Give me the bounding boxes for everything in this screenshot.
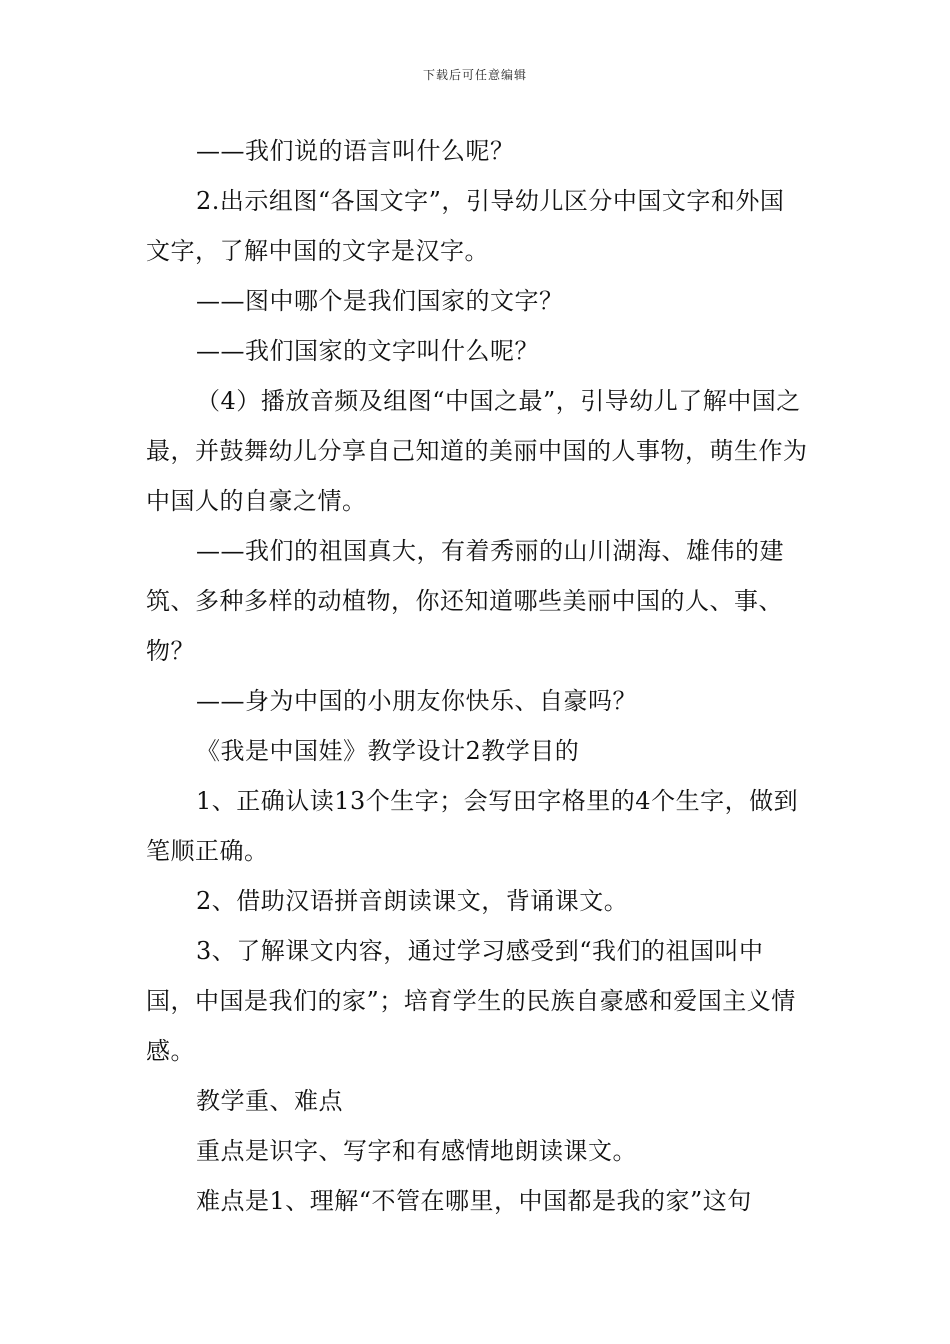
paragraph: ——身为中国的小朋友你快乐、自豪吗？ [196,687,637,715]
paragraph: 2.出示组图“各国文字”，引导幼儿区分中国文字和外国文字，了解中国的文字是汉字。 [146,187,785,265]
paragraph: ——我们的祖国真大，有着秀丽的山川湖海、雄伟的建筑、多种多样的动植物，你还知道哪些美丽中国的人、事、物？ [146,537,784,665]
paragraph: （4）播放音频及组图“中国之最”，引导幼儿了解中国之最，并鼓舞幼儿分享自己知道的美丽中国的人事物，萌生作为中国人的自豪之情。 [146,387,808,515]
paragraph: 3、了解课文内容，通过学习感受到“我们的祖国叫中国，中国是我们的家”；培育学生的民族自豪感和爱国主义情感。 [146,937,796,1065]
paragraph: ——我们国家的文字叫什么呢？ [196,337,539,365]
paragraph: 2、借助汉语拼音朗读课文，背诵课文。 [196,887,629,915]
document-body [146,126,808,1226]
paragraph: 1、正确认读13个生字；会写田字格里的4个生字，做到笔顺正确。 [146,787,799,865]
paragraph: ——图中哪个是我们国家的文字？ [196,287,564,315]
paragraph: 重点是识字、写字和有感情地朗读课文。 [196,1137,637,1165]
paragraph: 《我是中国娃》教学设计2教学目的 [196,737,580,765]
paragraph: 难点是1、理解“不管在哪里，中国都是我的家”这句 [196,1187,752,1215]
section-heading: 教学重、难点 [196,1087,343,1115]
paragraph: ——我们说的语言叫什么呢？ [196,137,515,165]
page-header-note: 下载后可任意编辑 [422,68,527,82]
